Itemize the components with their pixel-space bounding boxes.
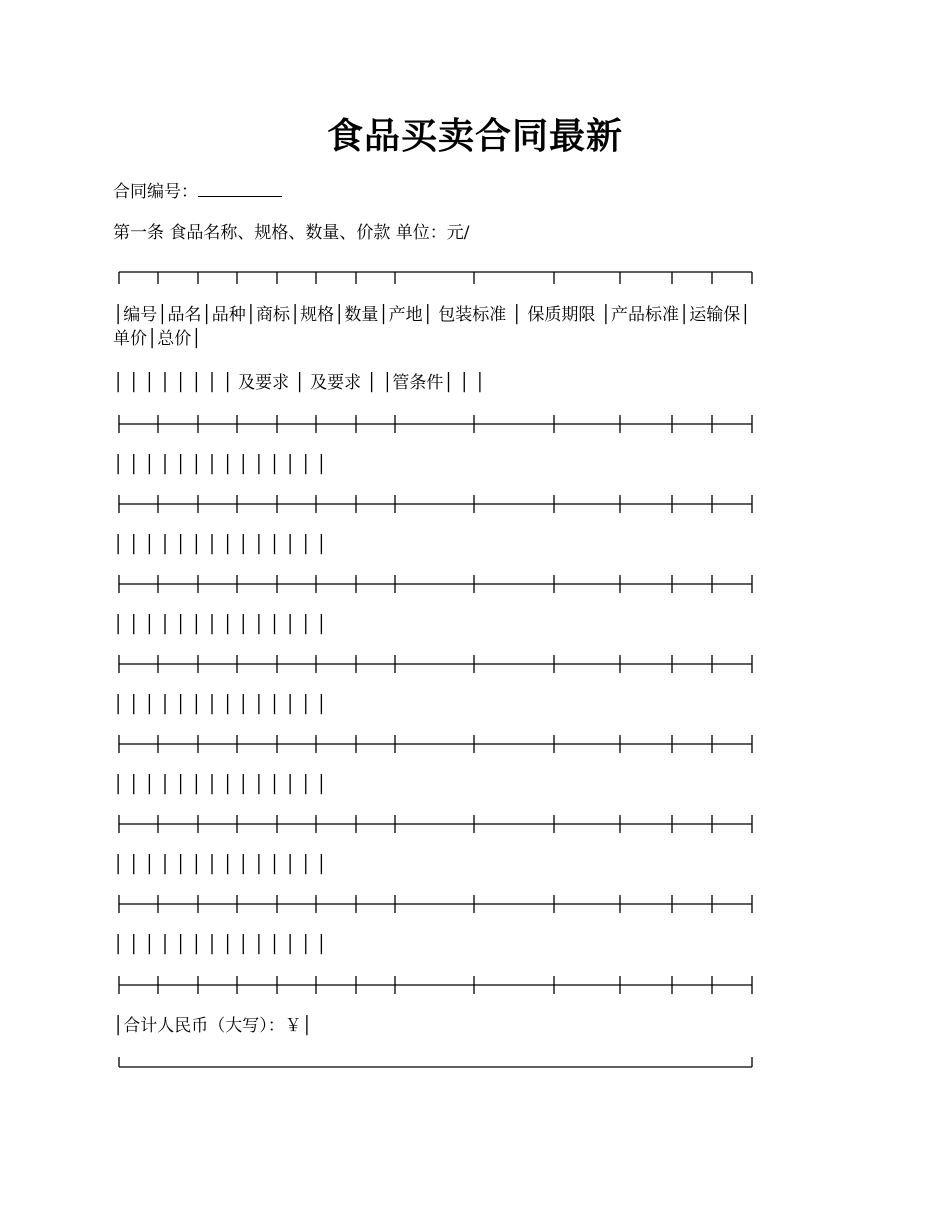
table-row: │ │ │ │ │ │ │ │ │ │ │ │ │ │	[113, 455, 327, 475]
table-subheader: │ │ │ │ │ │ │ │ 及要求 │ 及要求 │ │管条件│ │ │	[113, 373, 485, 393]
table-row: │ │ │ │ │ │ │ │ │ │ │ │ │ │	[113, 535, 327, 555]
document-title: 食品买卖合同最新	[326, 115, 623, 157]
table-header-line-2: 单价│总价│	[113, 329, 202, 349]
table-row: │ │ │ │ │ │ │ │ │ │ │ │ │ │	[113, 695, 327, 715]
table-row: │ │ │ │ │ │ │ │ │ │ │ │ │ │	[113, 615, 327, 635]
total-amount-row: │合计人民币（大写）：￥│	[113, 1016, 312, 1036]
table-header	[113, 303, 833, 351]
contract-number-label: 合同编号：	[113, 182, 198, 202]
table-row: │ │ │ │ │ │ │ │ │ │ │ │ │ │	[113, 935, 327, 955]
table-header-line-1: │编号│品名│品种│商标│规格│数量│产地│ 包装标准 │ 保质期限 │产品标准│运输保│	[113, 305, 751, 325]
table-row: │ │ │ │ │ │ │ │ │ │ │ │ │ │	[113, 855, 327, 875]
table-row: │ │ │ │ │ │ │ │ │ │ │ │ │ │	[113, 775, 327, 795]
article-1-heading: 第一条 食品名称、规格、数量、价款 单位：元/	[113, 223, 470, 243]
